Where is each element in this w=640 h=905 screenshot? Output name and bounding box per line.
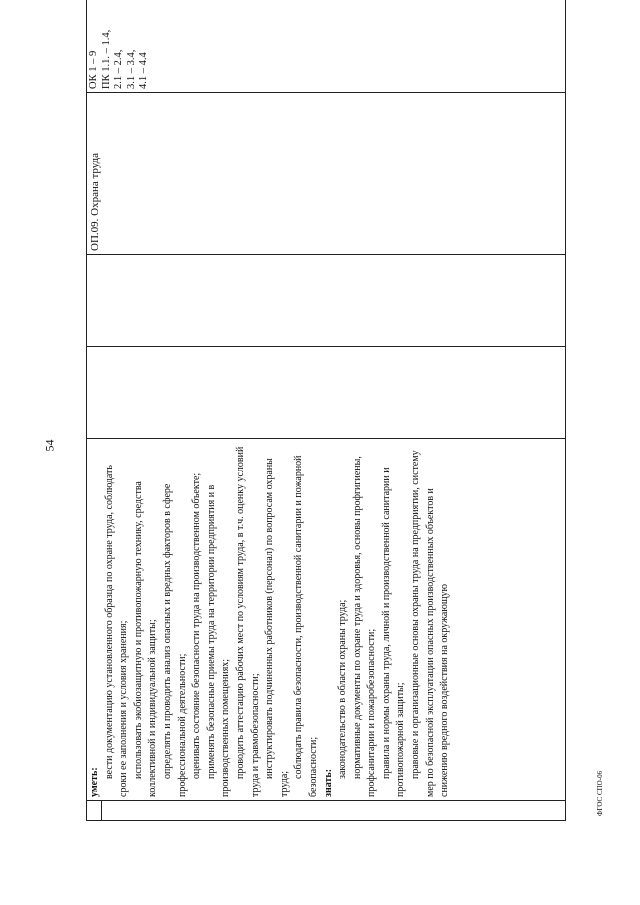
competency-code: ПК 1.1. – 1.4,	[100, 29, 112, 89]
competency-code: 3.1 – 3.4,	[125, 49, 137, 89]
cell-empty-index-lower	[102, 801, 566, 821]
cell-competencies	[87, 0, 566, 93]
cell-empty-hours	[87, 347, 566, 439]
skill-item: оценивать состояние безопасности труда на производственном объекте;	[191, 472, 203, 779]
skill-item: применять безопасные приемы труда на территории предприятия и в производственных помещениях;	[205, 484, 232, 797]
competency-code: ОК 1 – 9	[88, 50, 99, 89]
footer-standard-mark: ФГОС СПО-06	[596, 770, 604, 816]
skill-item: соблюдать правила безопасности, производственной санитарии и пожарной безопасности;	[293, 455, 319, 797]
skills-heading: уметь:	[89, 767, 100, 797]
competency-code: 4.1 – 4.4	[138, 52, 149, 89]
cell-discipline	[87, 93, 566, 255]
competency-table	[86, 0, 566, 821]
knowledge-heading: знать:	[322, 768, 334, 797]
discipline-name: ОП.09. Охрана труда	[89, 152, 101, 251]
skill-item: вести документацию установленного образца по охране труда, соблюдать сроки ее заполнения и условия хранения;	[103, 465, 130, 797]
skill-item: определять и проводить анализ опасных и вредных факторов в сфере профессиональной деятельности;	[161, 483, 188, 797]
knowledge-item: правовые и организационные основы охраны труда на предприятии, систему мер по безопасной эксплуатации опасных производственных объектов и снижению вредного воздействия на окружающую	[410, 450, 451, 797]
skills-knowledge-list	[88, 442, 453, 797]
cell-empty-credits	[87, 255, 566, 347]
page-number: 54	[42, 439, 57, 452]
skill-item: использовать экобиозащитную и противопожарную технику, средства коллективной и индивидуальной защиты;	[132, 481, 159, 797]
cell-skills-knowledge	[87, 439, 566, 801]
skill-item: инструктировать подчиненных работников (персонал) по вопросам охраны труда;	[264, 458, 290, 797]
knowledge-item: нормативные документы по охране труда и здоровья, основы профгигиены, профсанитарии и пожаробезопасности;	[351, 456, 378, 797]
cell-empty-index	[87, 801, 102, 821]
competency-codes	[88, 0, 151, 89]
skill-item: проводить аттестацию рабочих мест по условиям труда, в т.ч. оценку условий труда и травмобезопасности;	[234, 446, 261, 797]
knowledge-item: законодательство в области охраны труда;	[337, 599, 349, 779]
knowledge-item: правила и нормы охраны труда, личной и производственной санитарии и противопожарной защиты;	[380, 467, 407, 797]
table-top-row	[87, 0, 102, 821]
competency-table-rotated	[86, 29, 566, 821]
competency-code: 2.1 – 2.4,	[113, 49, 124, 89]
